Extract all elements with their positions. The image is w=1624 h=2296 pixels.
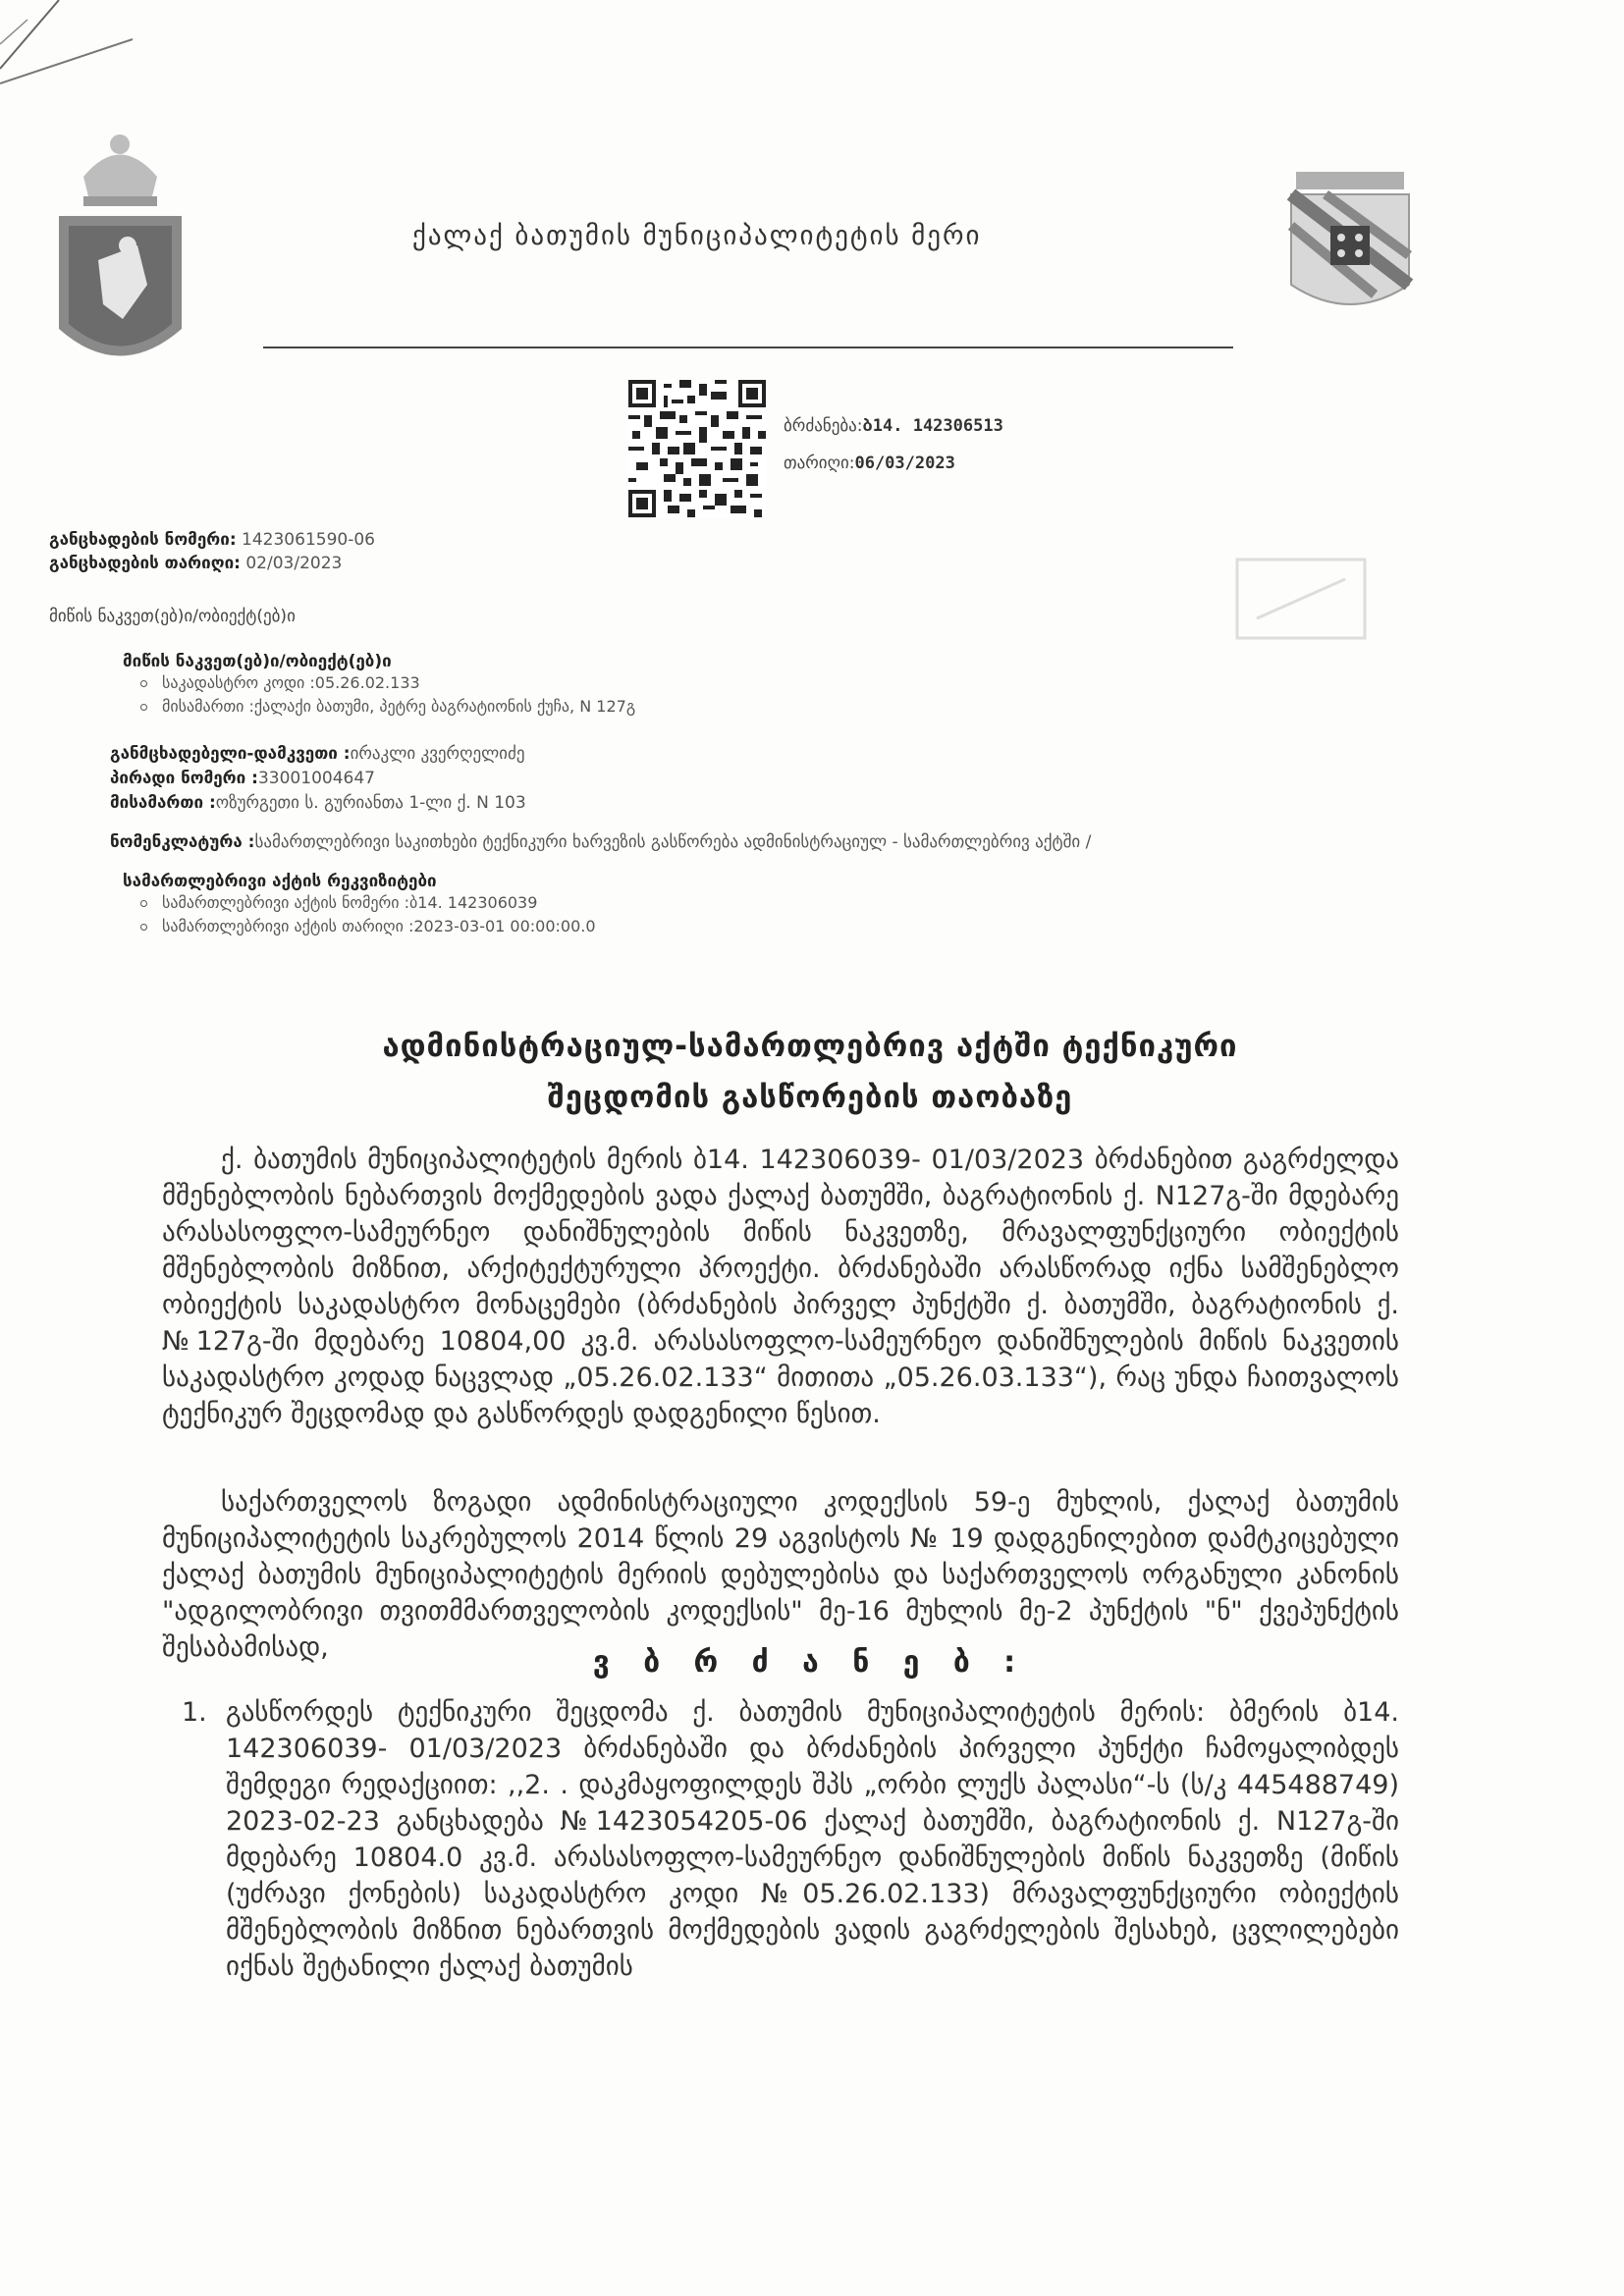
legal-act-list [123, 891, 596, 938]
order-number-label: ბრძანება: [784, 416, 863, 436]
body-paragraph-2: საქართველოს ზოგადი ადმინისტრაციული კოდექსის 59-ე მუხლის, ქალაქ ბათუმის მუნიციპალიტეტის საკრებულოს 2014 წლის 29 აგვისტოს № 19 დადგენილებით დამტკიცებული ქალაქ ბათუმის მუნიციპალიტეტის მერიის დებულებისა და საქართველოს ორგანული კანონის "ადგილობრივი თვითმმართველობის კოდექსის" მე-16 მუხლის მე-2 პუნქტის "ნ" ქვეპუნქტის შესაბამისად, [162, 1487, 1399, 1663]
application-date [49, 554, 342, 573]
application-number-label: განცხადების ნომერი: [49, 530, 237, 550]
order-number [784, 416, 1003, 436]
application-number [49, 530, 375, 550]
order-date-label: თარიღი: [784, 454, 855, 473]
order-item-text: გასწორდეს ტექნიკური შეცდომა ქ. ბათუმის მუნიციპალიტეტის მერის: ბმერის ბ14. 142306039- 01/03/2023 ბრძანებაში და ბრძანების პირველი პუნქტი ჩამოყალიბდეს შემდეგი რედაქციით: ,,2. . დაკმაყოფილდეს შპს „ორბი ლუქს პალასი“-ს (ს/კ 445488749) 2023-02-23 განცხადება №1423054205-06 ქალაქ ბათუმში, ბაგრატიონის ქ. N127გ-ში მდებარე 10804.0 კვ.მ. არასასოფლო-სამეურნეო დანიშნულების მიწის ნაკვეთზე (მიწის (უძრავი ქონების) საკადასტრო კოდი №05.26.02.133) მრავალფუნქციური ობიექტის მშენებლობის მიზნით ნებართვის მოქმედების ვადის გაგრძელების შესახებ, ცვლილებები იქნას შეტანილი ქალაქ ბათუმის [226, 1697, 1399, 1982]
land-plot-title: მიწის ნაკვეთ(ებ)ი/ობიექტ(ებ)ი [123, 652, 392, 671]
applicant-name: განმცხადებელი-დამკვეთი :ირაკლი კვერღელიძე [110, 744, 525, 764]
land-plot-heading: მიწის ნაკვეთ(ებ)ი/ობიექტ(ებ)ი [49, 607, 296, 626]
order-item-number: 1. [182, 1697, 207, 1728]
order-heading: ვ ბ რ ძ ა ნ ე ბ : [592, 1645, 1028, 1680]
applicant-address: მისამართი :ოზურგეთი ს. გურიანთა 1-ლი ქ. N 103 [110, 793, 526, 813]
list-item: მისამართი :ქალაქი ბათუმი, პეტრე ბაგრატიონის ქუჩა, N 127გ [162, 695, 635, 719]
application-date-label: განცხადების თარიღი: [49, 554, 241, 573]
qr-code-icon [628, 380, 766, 517]
land-plot-list [123, 671, 635, 719]
order-date [784, 454, 955, 473]
list-item: საკადასტრო კოდი :05.26.02.133 [162, 671, 635, 695]
batumi-coat-of-arms-icon [1276, 167, 1424, 329]
application-date-value: 02/03/2023 [245, 554, 343, 573]
applicant-section [110, 742, 526, 816]
nomenclature: ნომენკლატურა :სამართლებრივი საკითხები ტექნიკური ხარვეზის გასწორება ადმინისტრაციულ - სამართლებრივ აქტში / [110, 832, 1092, 852]
list-item: სამართლებრივი აქტის ნომერი :ბ14. 142306039 [162, 891, 596, 915]
list-item: სამართლებრივი აქტის თარიღი :2023-03-01 00:00:00.0 [162, 915, 596, 938]
order-date-value: 06/03/2023 [854, 454, 955, 473]
body-paragraph-1: ქ. ბათუმის მუნიციპალიტეტის მერის ბ14. 142306039- 01/03/2023 ბრძანებით გაგრძელდა მშენებლობის ნებართვის მოქმედების ვადა ქალაქ ბათუმში, ბაგრატიონის ქ. N127გ-ში მდებარე არასასოფლო-სამეურნეო დანიშნულების მიწის ნაკვეთზე, მრავალფუნქციური ობიექტის მშენებლობის მიზნით, არქიტექტურული პროექტი. ბრძანებაში არასწორად იქნა სამშენებლო ობიექტის საკადასტრო მონაცემები (ბრძანების პირველ პუნქტში ქ. ბათუმში, ბაგრატიონის ქ. №127გ-ში მდებარე 10804,00 კვ.მ. არასასოფლო-სამეურნეო დანიშნულების მიწის ნაკვეთის საკადასტრო კოდად ნაცვლად „05.26.02.133“ მითითა „05.26.03.133“), რაც უნდა ჩაითვალოს ტექნიკურ შეცდომად და გასწორდეს დადგენილი წესით. [162, 1145, 1399, 1429]
applicant-id: პირადი ნომერი :33001004647 [110, 769, 375, 788]
header-divider [263, 347, 1233, 348]
application-number-value: 1423061590-06 [242, 530, 375, 550]
staple-mark [0, 0, 137, 98]
legal-act-title: სამართლებრივი აქტის რეკვიზიტები [123, 872, 437, 891]
land-plot-section [123, 652, 635, 719]
document-title-line1: ადმინისტრაციულ-სამართლებრივ აქტში ტექნიკური [382, 1029, 1238, 1064]
legal-act-section [123, 872, 596, 938]
order-item-1 [182, 1694, 1399, 1985]
faint-stamp-mark [1227, 550, 1375, 648]
order-number-value: ბ14. 142306513 [862, 416, 1003, 436]
georgia-coat-of-arms-icon [54, 123, 187, 388]
document-title-line2: შეცდომის გასწორების თაობაზე [547, 1080, 1073, 1115]
header-title: ქალაქ ბათუმის მუნიციპალიტეტის მერი [412, 221, 982, 251]
